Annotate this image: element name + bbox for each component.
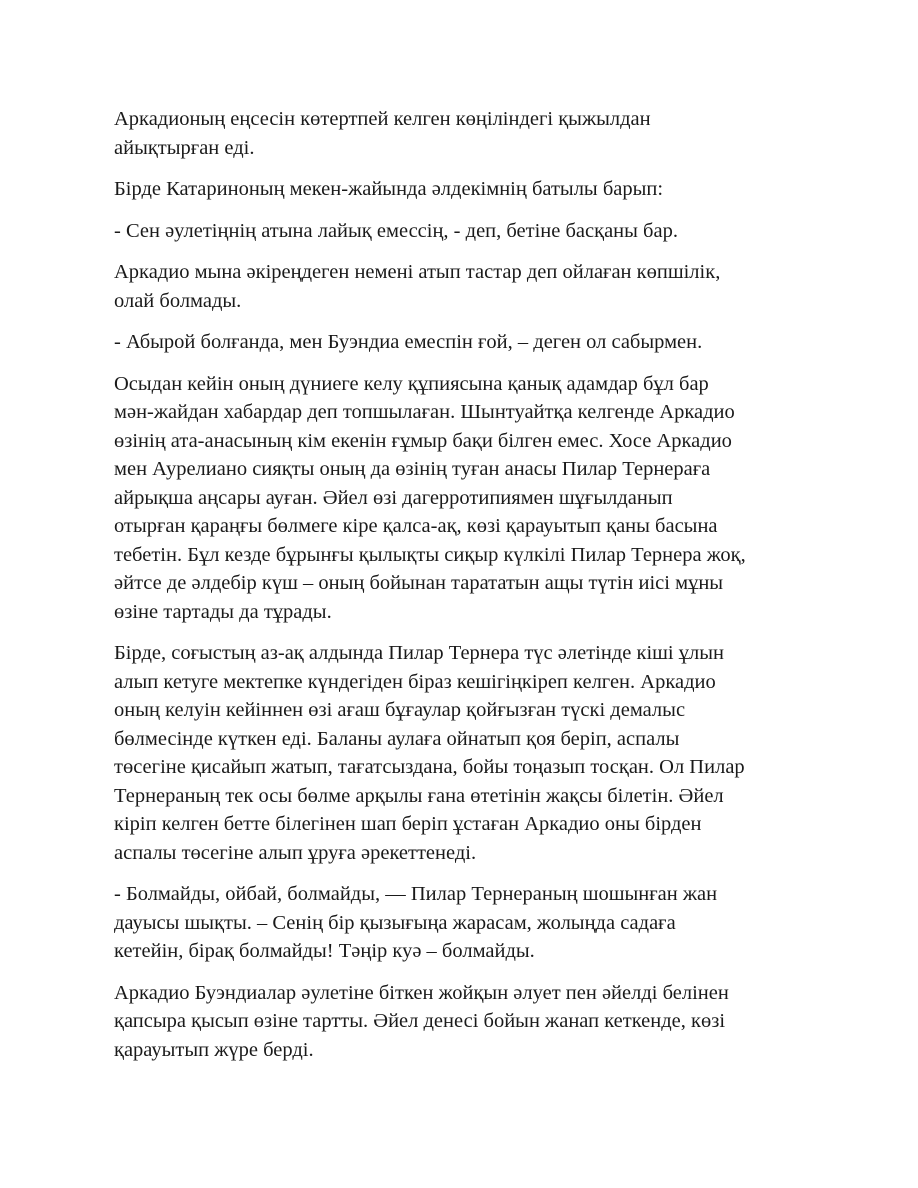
text-line: бөлмесінде күткен еді. Баланы аулаға ойнатып қоя беріп, аспалы [114, 727, 680, 750]
text-line: дауысы шықты. – Сенің бір қызығыңа жарасам, жолыңда садаға [114, 911, 676, 934]
paragraph-3 [114, 217, 826, 246]
body-text [114, 105, 826, 1077]
text-line: Бірде, соғыстың аз-ақ алдында Пилар Тернера түс әлетінде кіші ұлын [114, 642, 724, 664]
text-line: қарауытып жүре берді. [114, 1038, 314, 1061]
paragraph-5 [114, 328, 826, 357]
paragraph-6 [114, 370, 826, 627]
text-line: айрықша аңсары ауған. Әйел өзі дагерротипиямен шұғылданып [114, 486, 673, 509]
paragraph-8 [114, 880, 826, 966]
text-line: олай болмады. [114, 289, 242, 312]
text-line: - Абырой болғанда, мен Буэндиа емеспін ғой, – деген ол сабырмен. [114, 331, 703, 353]
text-line: қапсыра қысып өзіне тартты. Әйел денесі бойын жанап кеткенде, көзі [114, 1010, 726, 1032]
paragraph-1 [114, 105, 826, 162]
text-line: өзіне тартады да тұрады. [114, 600, 332, 623]
text-line: Осыдан кейін оның дүниеге келу құпиясына қанық адамдар бұл бар [114, 372, 709, 395]
paragraph-7 [114, 639, 826, 867]
paragraph-9 [114, 979, 826, 1065]
text-line: төсегіне қисайып жатып, тағатсыздана, бойы тоңазып тосқан. Ол Пилар [114, 756, 745, 778]
text-line: - Сен әулетіңнің атына лайық емессің, - деп, бетіне басқаны бар. [114, 219, 678, 242]
text-line: Тернераның тек осы бөлме арқылы ғана өтетінін жақсы білетін. Әйел [114, 784, 724, 807]
text-line: отырған қараңғы бөлмеге кіре қалса-ақ, көзі қарауытып қаны басына [114, 515, 718, 537]
text-line: - Болмайды, ойбай, болмайды, — Пилар Тернераның шошынған жан [114, 883, 718, 905]
text-line: өзінің ата-анасының кім екенін ғұмыр бақи білген емес. Хосе Аркадио [114, 429, 732, 452]
text-line: кетейін, бірақ болмайды! Тәңір куә – болмайды. [114, 940, 535, 962]
text-line: әйтсе де әлдебір күш – оның бойынан тарататын ащы түтін иісі мұны [114, 572, 724, 594]
paragraph-2 [114, 175, 826, 204]
text-line: Бірде Катариноның мекен-жайында әлдекімнің батылы барып: [114, 178, 664, 200]
text-line: мән-жайдан хабардар деп топшылаған. Шынтуайтқа келгенде Аркадио [114, 401, 735, 423]
text-line: кіріп келген бетте білегінен шап беріп ұстаған Аркадио оны бірден [114, 813, 702, 835]
text-line: оның келуін кейіннен өзі ағаш бұғаулар қойғызған түскі демалыс [114, 699, 686, 721]
text-line: айықтырған еді. [114, 136, 255, 159]
text-line: алып кетуге мектепке күндегіден біраз кешігіңкіреп келген. Аркадио [114, 670, 716, 693]
text-line: Аркадио Буэндиалар әулетіне біткен жойқын әлует пен әйелді белінен [114, 981, 729, 1004]
text-line: Аркадионың еңсесін көтертпей келген көңіліндегі қыжылдан [114, 108, 651, 130]
paragraph-4 [114, 258, 826, 315]
text-line: мен Аурелиано сияқты оның да өзінің туған анасы Пилар Тернераға [114, 458, 711, 480]
text-line: Аркадио мына әкіреңдеген немені атып тастар деп ойлаған көпшілік, [114, 261, 721, 283]
text-line: аспалы төсегіне алып ұруға әрекеттенеді. [114, 841, 477, 864]
text-line: тебетін. Бұл кезде бұрынғы қылықты сиқыр күлкілі Пилар Тернера жоқ, [114, 543, 746, 566]
